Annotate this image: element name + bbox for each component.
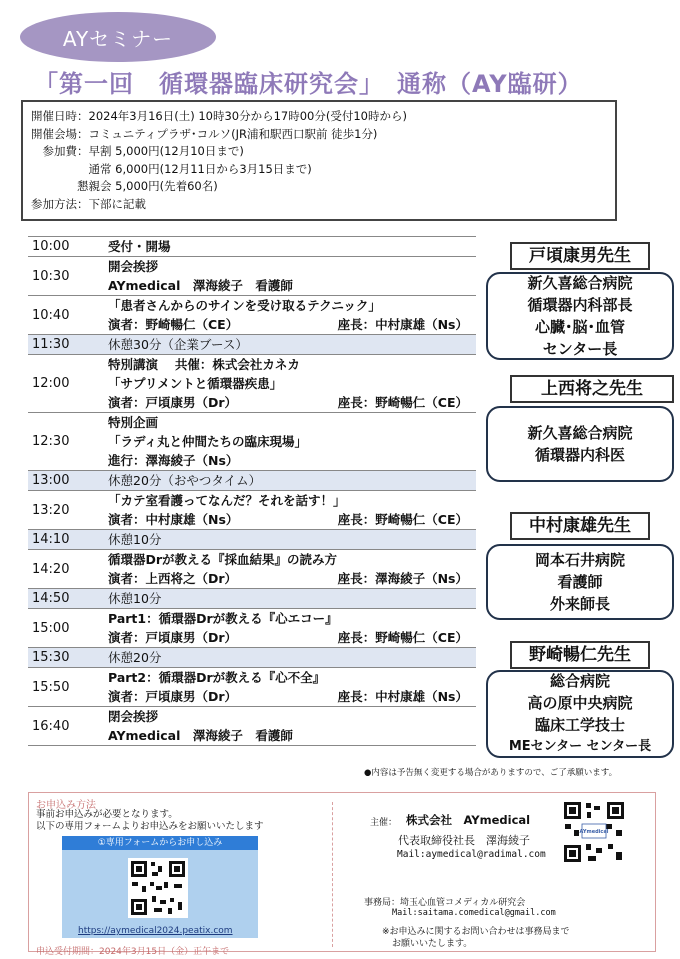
- organizer-representative: 代表取締役社長 澤海綾子: [398, 834, 530, 847]
- schedule-title: Part2：循環器Drが教える『心不全』: [108, 670, 326, 685]
- info-fee-party: 懇親会 5,000円(先着60名): [31, 179, 218, 193]
- speaker-name-toguro: 戸頃康男先生: [510, 242, 650, 270]
- schedule-chair: 座長：中村康雄（Ns）: [337, 689, 468, 704]
- affiliation-line: 心臓･脳･血管: [534, 318, 625, 336]
- schedule-speaker: 進行：澤海綾子（Ns）: [108, 453, 239, 468]
- schedule-row: [28, 668, 476, 707]
- speaker-affiliation-nakamura: [486, 544, 674, 620]
- schedule-time: 15:30: [28, 648, 104, 668]
- schedule-row-break: [28, 589, 476, 609]
- form-link-label[interactable]: ①専用フォームからお申し込み: [62, 836, 258, 850]
- schedule-row-break: [28, 530, 476, 550]
- affiliation-line: 高の原中央病院: [527, 694, 633, 712]
- schedule-row-break: [28, 335, 476, 355]
- qr-logo-text: AYmedical: [579, 829, 609, 835]
- office-name: 事務局：埼玉心血管コメディカル研究会: [364, 898, 526, 908]
- seminar-label: AYセミナー: [20, 12, 216, 62]
- schedule-title: 特別企画: [108, 415, 159, 430]
- speaker-affiliation-uenishi: [486, 406, 674, 482]
- organizer-email[interactable]: Mail:aymedical@radimal.com: [397, 849, 546, 860]
- application-title: お申込み方法: [36, 800, 96, 811]
- instruction-line: 以下の専用フォームよりお申込みをお願いいたします: [36, 821, 264, 832]
- affiliation-line: 新久喜総合病院: [527, 424, 633, 442]
- schedule-time: 14:50: [28, 589, 104, 609]
- info-method: 参加方法：下部に記載: [31, 196, 146, 211]
- application-qr-code[interactable]: [128, 858, 188, 918]
- schedule-title: 休憩20分: [108, 650, 162, 665]
- schedule-speaker: 演者：上西将之（Dr）: [108, 571, 238, 586]
- schedule-time: 10:30: [28, 257, 104, 296]
- instruction-line: 事前お申込みが必要となります。: [36, 809, 178, 820]
- schedule-speaker: 演者：中村康雄（Ns）: [108, 512, 239, 527]
- info-fee-early: 参加費：早割 5,000円(12月10日まで): [31, 144, 244, 158]
- schedule-chair: 座長：野崎暢仁（CE）: [337, 630, 468, 645]
- schedule-chair: 座長：野崎暢仁（CE）: [337, 512, 468, 527]
- schedule-time: 15:50: [28, 668, 104, 707]
- schedule-title: 休憩30分（企業ブース）: [108, 337, 248, 352]
- affiliation-line: 総合病院: [549, 672, 610, 690]
- organizer-label: 主催：: [370, 818, 398, 828]
- speaker-name-nozaki: 野崎暢仁先生: [510, 641, 650, 669]
- schedule-row: [28, 257, 476, 296]
- schedule-time: 10:00: [28, 237, 104, 257]
- schedule-row: [28, 491, 476, 530]
- schedule-title: 開会挨拶: [108, 259, 159, 274]
- schedule-row: [28, 550, 476, 589]
- schedule-title: Part1：循環器Drが教える『心エコー』: [108, 611, 338, 626]
- info-venue: 開催会場：コミュニティプラザ･コルソ(JR浦和駅西口駅前 徒歩1分): [31, 126, 378, 141]
- schedule-title: 休憩10分: [108, 591, 162, 606]
- speaker-name-uenishi: 上西将之先生: [510, 375, 674, 403]
- schedule-time: 12:00: [28, 355, 104, 413]
- schedule-time: 15:00: [28, 609, 104, 648]
- schedule-time: 13:00: [28, 471, 104, 491]
- schedule-time: 14:10: [28, 530, 104, 550]
- speaker-name-nakamura: 中村康雄先生: [510, 512, 650, 540]
- schedule-table: [28, 236, 476, 746]
- schedule-title: 休憩10分: [108, 532, 162, 547]
- schedule-time: 16:40: [28, 707, 104, 746]
- inquiry-note: ※お申込みに関するお問い合わせは事務局まで: [382, 927, 570, 937]
- schedule-title: 特別講演 共催：株式会社カネカ: [108, 357, 300, 372]
- schedule-row: [28, 296, 476, 335]
- schedule-chair: 座長：野崎暢仁（CE）: [337, 395, 468, 410]
- event-info-box: [21, 100, 617, 221]
- schedule-title: 休憩20分（おやつタイム）: [108, 473, 262, 488]
- affiliation-line: 循環器内科部長: [527, 296, 633, 314]
- schedule-row: [28, 413, 476, 471]
- change-notice: ●内容は予告無く変更する場合がありますので、ご了承願います。: [364, 768, 618, 778]
- organizer-name: 株式会社 AYmedical: [406, 813, 531, 827]
- schedule-speaker: 演者：戸頃康男（Dr）: [108, 689, 238, 704]
- schedule-speaker: 演者：戸頃康男（Dr）: [108, 630, 238, 645]
- application-url[interactable]: https://aymedical2024.peatix.com: [78, 926, 233, 936]
- speaker-affiliation-nozaki: [486, 670, 674, 758]
- schedule-time: 11:30: [28, 335, 104, 355]
- application-instructions: [36, 809, 264, 833]
- schedule-row: [28, 237, 476, 257]
- affiliation-line: センター長: [542, 340, 618, 358]
- schedule-title: 閉会挨拶: [108, 709, 159, 724]
- schedule-speaker: 演者：野崎暢仁（CE）: [108, 317, 239, 332]
- schedule-time: 14:20: [28, 550, 104, 589]
- schedule-row: [28, 355, 476, 413]
- info-date: 開催日時：2024年3月16日(土) 10時30分から17時00分(受付10時から): [31, 109, 407, 123]
- application-period: 申込受付期間：2024年3月15日（金）正午まで: [36, 947, 230, 957]
- affiliation-line: 外来師長: [549, 595, 610, 613]
- affiliation-line: 新久喜総合病院: [527, 274, 633, 292]
- schedule-row: [28, 609, 476, 648]
- schedule-detail: 「ラディ丸と仲間たちの臨床現場」: [108, 434, 308, 449]
- schedule-title: 「患者さんからのサインを受け取るテクニック」: [108, 298, 381, 313]
- schedule-detail: AYmedical 澤海綾子 看護師: [108, 278, 293, 293]
- schedule-detail: AYmedical 澤海綾子 看護師: [108, 728, 293, 743]
- schedule-row: [28, 707, 476, 746]
- schedule-time: 13:20: [28, 491, 104, 530]
- page-title: 「第一回 循環器臨床研究会」 通称（AY臨研）: [34, 70, 583, 98]
- schedule-row-break: [28, 648, 476, 668]
- affiliation-line: 看護師: [557, 573, 603, 591]
- affiliation-line: 臨床工学技士: [534, 716, 625, 734]
- section-divider: [332, 802, 333, 947]
- inquiry-note-cont: お願いいたします。: [392, 939, 473, 949]
- speaker-affiliation-toguro: [486, 272, 674, 360]
- schedule-title: 「カテ室看護ってなんだ？それを話す！」: [108, 493, 346, 508]
- schedule-row-break: [28, 471, 476, 491]
- info-fee-regular: 通常 6,000円(12月11日から3月15日まで): [31, 161, 312, 176]
- affiliation-line: 岡本石井病院: [534, 551, 625, 569]
- schedule-title: 循環器Drが教える『採血結果』の読み方: [108, 552, 338, 567]
- affiliation-line: 循環器内科医: [534, 446, 625, 464]
- organizer-qr-code[interactable]: [562, 800, 626, 864]
- affiliation-line: MEセンター センター長: [508, 739, 652, 754]
- schedule-time: 10:40: [28, 296, 104, 335]
- office-email[interactable]: Mail:saitama.comedical@gmail.com: [392, 908, 556, 918]
- schedule-detail: 「サプリメントと循環器疾患」: [108, 376, 283, 391]
- schedule-chair: 座長：中村康雄（Ns）: [337, 317, 468, 332]
- schedule-time: 12:30: [28, 413, 104, 471]
- schedule-chair: 座長：澤海綾子（Ns）: [337, 571, 468, 586]
- schedule-speaker: 演者：戸頃康男（Dr）: [108, 395, 238, 410]
- schedule-title: 受付・開場: [108, 239, 171, 254]
